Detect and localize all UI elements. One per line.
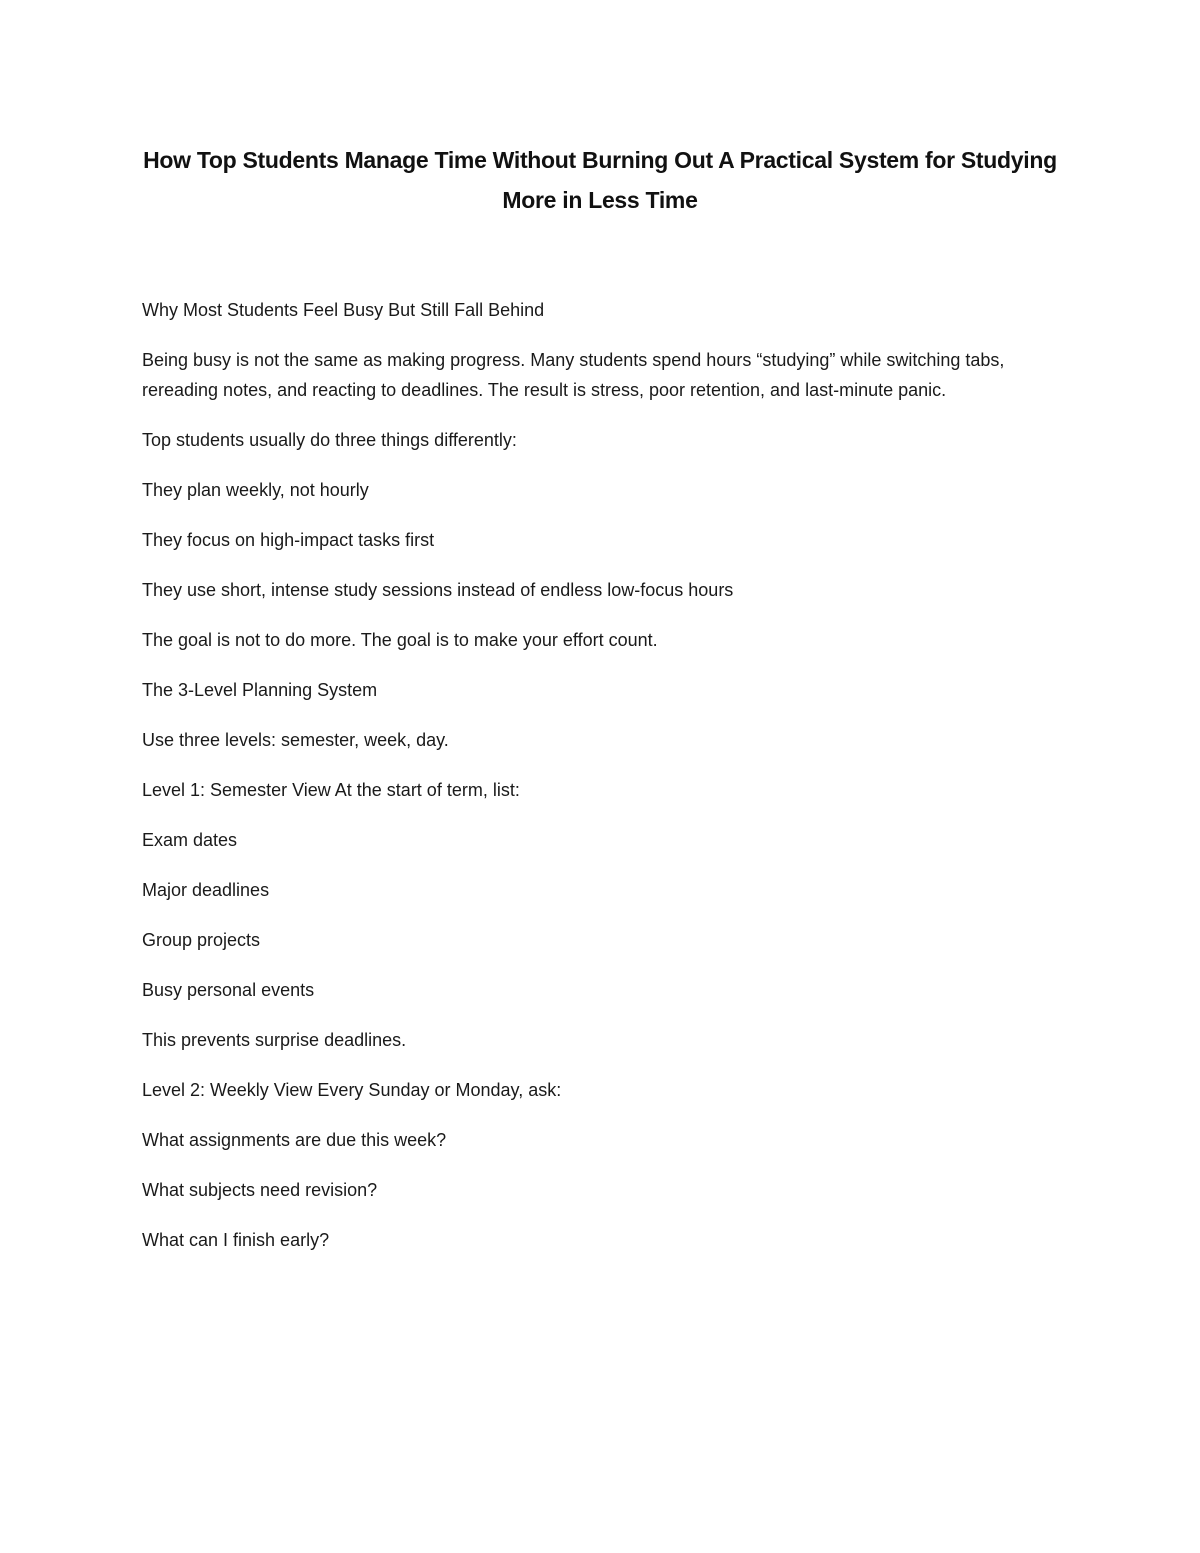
- list-item-high-impact: They focus on high-impact tasks first: [142, 530, 435, 550]
- list-item-major-deadlines: Major deadlines: [142, 880, 270, 900]
- paragraph-busy-vs-progress: Being busy is not the same as making progress. Many students spend hours “studying” while switching tabs, rereading notes, and reacting to deadlines. The result is stress, poor retention, and last-minute panic.: [142, 350, 1005, 400]
- list-item-subjects-revision: What subjects need revision?: [142, 1180, 378, 1200]
- paragraph-three-things-intro: Top students usually do three things differently:: [142, 430, 517, 450]
- paragraph-level-1: Level 1: Semester View At the start of term, list:: [142, 780, 520, 800]
- list-item-assignments-due: What assignments are due this week?: [142, 1130, 447, 1150]
- paragraph-level-2: Level 2: Weekly View Every Sunday or Monday, ask:: [142, 1080, 562, 1100]
- document-title: How Top Students Manage Time Without Burning Out A Practical System for Studying More in Less Time: [143, 147, 1057, 213]
- section-heading-planning-system: The 3-Level Planning System: [142, 680, 378, 700]
- paragraph-three-levels: Use three levels: semester, week, day.: [142, 730, 449, 750]
- paragraph-prevents-surprise: This prevents surprise deadlines.: [142, 1030, 407, 1050]
- list-item-personal-events: Busy personal events: [142, 980, 315, 1000]
- document-body: [142, 295, 1062, 1275]
- section-heading-why-busy: Why Most Students Feel Busy But Still Fall Behind: [142, 300, 545, 320]
- paragraph-goal: The goal is not to do more. The goal is to make your effort count.: [142, 630, 658, 650]
- list-item-finish-early: What can I finish early?: [142, 1230, 330, 1250]
- list-item-plan-weekly: They plan weekly, not hourly: [142, 480, 369, 500]
- list-item-short-sessions: They use short, intense study sessions instead of endless low-focus hours: [142, 580, 734, 600]
- list-item-group-projects: Group projects: [142, 930, 261, 950]
- list-item-exam-dates: Exam dates: [142, 830, 238, 850]
